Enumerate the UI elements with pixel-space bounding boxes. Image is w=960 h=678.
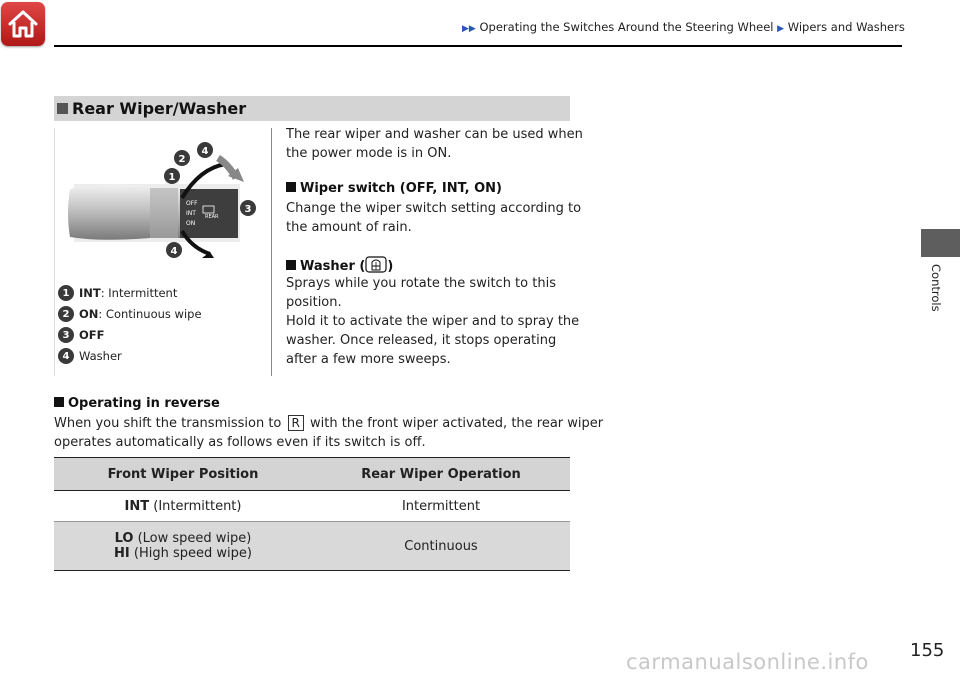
table-header-row bbox=[54, 458, 570, 491]
table-cell: LO (Low speed wipe) HI (High speed wipe) bbox=[54, 522, 312, 571]
gear-r-icon: R bbox=[288, 415, 304, 431]
section-heading bbox=[54, 96, 570, 121]
rear-washer-icon bbox=[365, 256, 387, 273]
svg-text:4: 4 bbox=[201, 146, 209, 157]
stalk-label-int: INT bbox=[186, 210, 196, 217]
callout-4-bottom bbox=[166, 242, 182, 258]
stalk-label-on: ON bbox=[186, 220, 196, 227]
washer-text: Sprays while you rotate the switch to this position. Hold it to activate the wiper and to spray the washer. Once released, it stops operating after a few more sweeps. bbox=[286, 276, 580, 367]
heading-marker-icon bbox=[286, 182, 296, 192]
stalk-label-off: OFF bbox=[186, 200, 198, 207]
home-button[interactable] bbox=[1, 2, 45, 46]
legend-number: 2 bbox=[58, 306, 74, 322]
table-header-front: Front Wiper Position bbox=[54, 458, 312, 491]
header-divider bbox=[54, 45, 902, 47]
heading-marker-icon bbox=[54, 397, 64, 407]
page-number: 155 bbox=[910, 640, 945, 661]
breadcrumb-item-wipers[interactable]: Wipers and Washers bbox=[787, 20, 905, 34]
watermark: carmanualsonline.info bbox=[626, 650, 869, 674]
svg-text:4: 4 bbox=[170, 246, 178, 257]
side-tab-marker[interactable] bbox=[921, 229, 960, 257]
breadcrumb bbox=[462, 20, 905, 34]
svg-text:3: 3 bbox=[244, 204, 252, 215]
breadcrumb-arrow-icon: ▶▶ bbox=[462, 24, 476, 34]
reverse-text: When you shift the transmission to R with the front wiper activated, the rear wiper operates automatically as follows even if its switch is off. bbox=[54, 416, 604, 450]
home-icon bbox=[7, 9, 39, 39]
section-marker-icon bbox=[57, 103, 68, 114]
table-header-rear: Rear Wiper Operation bbox=[312, 458, 570, 491]
legend-number: 3 bbox=[58, 327, 74, 343]
table-cell: Continuous bbox=[312, 522, 570, 571]
section-title: Rear Wiper/Washer bbox=[72, 99, 247, 118]
legend-number: 1 bbox=[58, 285, 74, 301]
breadcrumb-item-switches[interactable]: Operating the Switches Around the Steering Wheel bbox=[479, 20, 774, 34]
stalk-label-rear: REAR bbox=[205, 214, 219, 220]
table-row bbox=[54, 491, 570, 522]
side-tab-label[interactable]: Controls bbox=[929, 264, 943, 312]
callout-2 bbox=[174, 150, 190, 166]
reverse-heading: Operating in reverse bbox=[54, 396, 220, 411]
table-cell: Intermittent bbox=[312, 491, 570, 522]
wiper-switch-text: Change the wiper switch setting according to the amount of rain. bbox=[286, 201, 582, 235]
legend-item: 4 Washer bbox=[58, 348, 122, 364]
legend-number: 4 bbox=[58, 348, 74, 364]
wiper-switch-heading: Wiper switch (OFF, INT, ON) bbox=[286, 181, 502, 196]
washer-heading: Washer ( ) bbox=[286, 256, 393, 274]
table-cell: INT (Intermittent) bbox=[54, 491, 312, 522]
breadcrumb-arrow-icon: ▶ bbox=[777, 24, 785, 34]
callout-1 bbox=[164, 168, 180, 184]
wiper-table bbox=[54, 457, 570, 571]
heading-marker-icon bbox=[286, 260, 296, 270]
svg-text:1: 1 bbox=[168, 172, 176, 183]
legend-item: 2 ON : Continuous wipe bbox=[58, 306, 202, 322]
wiper-stalk-illustration bbox=[60, 134, 266, 262]
svg-text:2: 2 bbox=[178, 154, 186, 165]
legend-item: 3 OFF bbox=[58, 327, 105, 343]
callout-4-top bbox=[197, 142, 213, 158]
callout-3 bbox=[240, 200, 256, 216]
legend-item: 1 INT : Intermittent bbox=[58, 285, 177, 301]
intro-paragraph: The rear wiper and washer can be used when the power mode is in ON. bbox=[286, 127, 583, 161]
table-row bbox=[54, 522, 570, 571]
